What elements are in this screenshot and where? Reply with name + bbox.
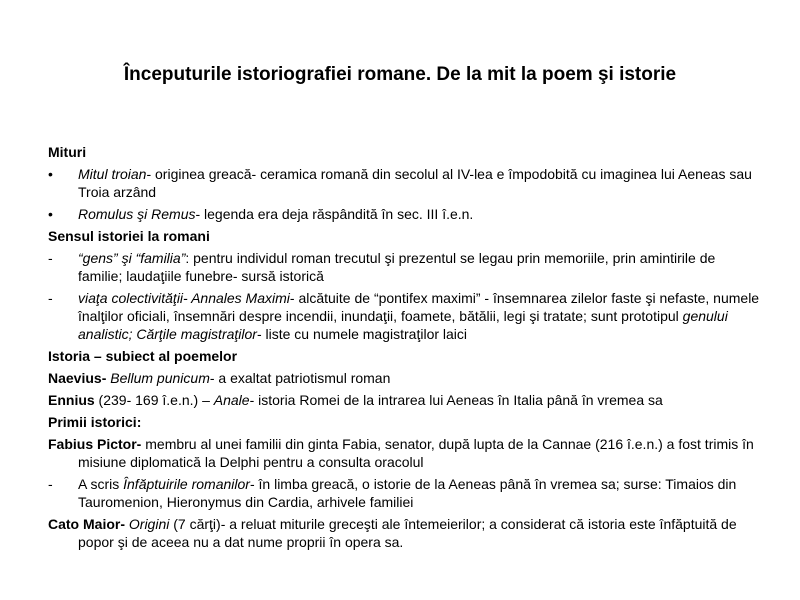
- work-title: Bellum punicum: [110, 370, 210, 386]
- paragraph-text: (7 cărţi)- a reluat miturile greceşti ale întemeierilor; a considerat că istoria este înfăptuită de popor şi de aceea nu a dat nume proprii în opera sa.: [78, 516, 737, 550]
- list-item-gens-familia: [48, 249, 760, 285]
- item-text: - alcătuite de “pontifex maximi” - însemnarea zilelor faste şi nefaste, numele înalţilor oficiali, însemnări despre incendii, inundaţii, foamete, bătălii, legi şi tratate; sunt prototipul: [78, 290, 760, 324]
- section-heading-mituri: Mituri: [48, 144, 87, 160]
- slide-content: [48, 143, 760, 555]
- item-emphasis: genului analistic; Cărţile magistraţilor: [78, 308, 728, 342]
- list-item-fabius-work: [48, 475, 760, 511]
- paragraph-ennius: [48, 391, 760, 409]
- list-item-romulus-remus: [48, 205, 760, 223]
- work-title: Înfăptuirile romanilor: [123, 476, 250, 492]
- item-lead: Romulus şi Remus: [78, 206, 196, 222]
- paragraph-text: membru al unei familii din ginta Fabia, senator, după lupta de la Cannae (216 î.e.n.) a fost trimis în misiune diplomatică la Delphi pentru a consulta oracolul: [78, 436, 754, 470]
- item-text: A scris: [78, 476, 124, 492]
- author-name: Cato Maior-: [48, 516, 125, 532]
- author-name: Ennius: [48, 392, 95, 408]
- section-heading-sensul: Sensul istoriei la romani: [48, 228, 210, 244]
- section-heading-poemelor: Istoria – subiect al poemelor: [48, 348, 238, 364]
- item-text-end: - în limba greacă, o istorie de la Aeneas până în vremea sa; surse: Timaios din Tauromenion, Hieronymus din Cardia, arhivele familiei: [78, 476, 737, 510]
- section-heading-primii: Primii istorici:: [48, 414, 142, 430]
- item-text: - originea greacă- ceramica romană din secolul al IV-lea e împodobită cu imaginea lui Aeneas sau Troia arzând: [78, 166, 752, 200]
- item-lead: Mitul troian: [78, 166, 147, 182]
- list-item-mitul-troian: [48, 165, 760, 201]
- paragraph-text: - istoria Romei de la intrarea lui Aeneas în Italia până în vremea sa: [249, 392, 663, 408]
- item-text: - legenda era deja răspândită în sec. III î.e.n.: [195, 206, 474, 222]
- bullet-marker: •: [48, 166, 53, 182]
- slide-title: Începuturile istoriografiei romane. De la mit la poem şi istorie: [123, 64, 677, 85]
- work-title: Anale: [213, 392, 250, 408]
- paragraph-cato: [48, 515, 760, 551]
- bullet-marker: •: [48, 206, 53, 222]
- dash-marker: -: [48, 476, 53, 492]
- paragraph-fabius: [48, 435, 760, 471]
- item-lead: “gens” şi “familia”: [78, 250, 186, 266]
- author-name: Fabius Pictor-: [48, 436, 142, 452]
- paragraph-text: - a exaltat patriotismul roman: [209, 370, 391, 386]
- item-text: : pentru individul roman trecutul şi prezentul se legau prin memoriile, prin amintirile de familie; laudaţiile funebre- sursă istorică: [78, 250, 716, 284]
- paragraph-naevius: [48, 369, 760, 387]
- author-name: Naevius-: [48, 370, 107, 386]
- item-text-end: - liste cu numele magistraţilor laici: [256, 326, 468, 342]
- work-title: Origini: [128, 516, 170, 532]
- author-dates: (239- 169 î.e.n.) –: [94, 392, 214, 408]
- item-lead: viaţa colectivităţii- Annales Maximi: [78, 290, 290, 306]
- dash-marker: -: [48, 250, 53, 266]
- dash-marker: -: [48, 290, 53, 306]
- list-item-annales: [48, 289, 760, 343]
